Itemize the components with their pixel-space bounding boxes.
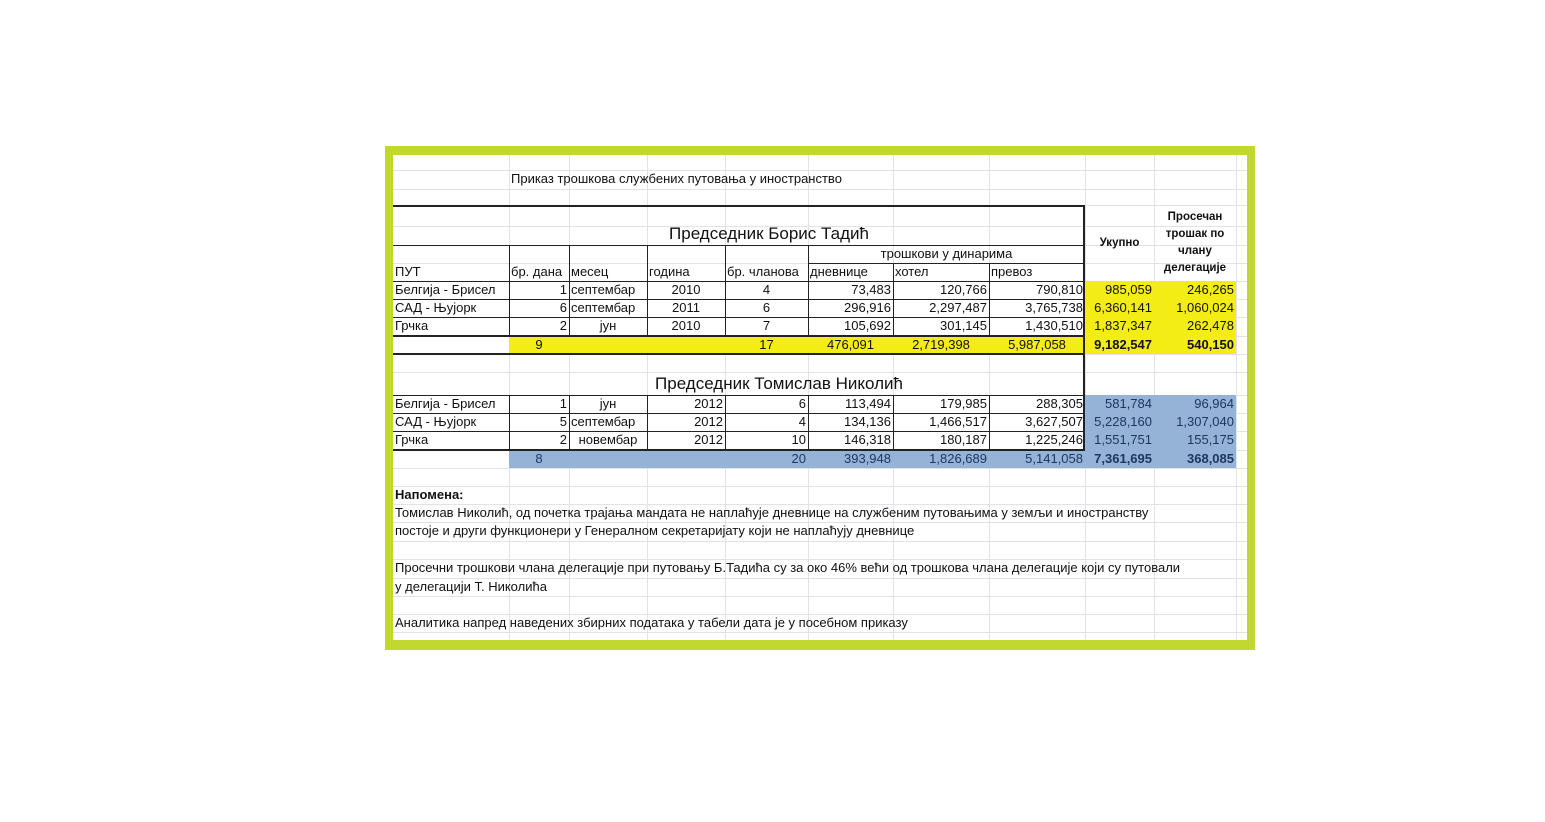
- grand-average: 368,085: [1187, 451, 1234, 466]
- transport: 3,765,738: [1025, 300, 1083, 315]
- total-hotel: 1,826,689: [929, 451, 987, 466]
- month: јун: [599, 318, 617, 333]
- members: 4: [798, 414, 806, 429]
- per-diem: 296,916: [844, 300, 891, 315]
- members: 10: [791, 432, 806, 447]
- year: 2012: [694, 432, 723, 447]
- per-diem: 113,494: [844, 396, 891, 411]
- days: 1: [559, 396, 567, 411]
- total: 1,551,751: [1094, 432, 1152, 447]
- year: 2010: [671, 318, 701, 333]
- total: 985,059: [1105, 282, 1152, 297]
- trip: САД - Њујорк: [395, 414, 477, 429]
- section1-title: Председник Борис Тадић: [669, 224, 869, 243]
- trip: Грчка: [395, 432, 429, 447]
- year: 2010: [671, 282, 701, 297]
- month: септембар: [571, 300, 636, 315]
- average: 1,307,040: [1176, 414, 1234, 429]
- members: 6: [798, 396, 806, 411]
- month: новембар: [578, 432, 638, 447]
- grand-average: 540,150: [1187, 337, 1234, 352]
- transport: 1,225,246: [1025, 432, 1083, 447]
- header-hotel: хотел: [895, 264, 929, 279]
- header-per-diem: дневнице: [810, 264, 868, 279]
- transport: 790,810: [1036, 282, 1083, 297]
- hotel: 301,145: [940, 318, 987, 333]
- month: септембар: [571, 414, 636, 429]
- sheet-title: Приказ трошкова службених путовања у иностранство: [511, 171, 842, 186]
- members: 6: [762, 300, 771, 315]
- month: јун: [599, 396, 617, 411]
- total-per-diem: 476,091: [827, 337, 874, 352]
- header-transport: превоз: [991, 264, 1033, 279]
- note-line: у делегацији Т. Николића: [395, 579, 547, 594]
- spreadsheet: [393, 155, 1247, 640]
- header-average: Просечан трошак по члану делегације: [1163, 211, 1227, 274]
- per-diem: 73,483: [851, 282, 891, 297]
- total-transport: 5,141,058: [1025, 451, 1083, 466]
- members: 7: [762, 318, 771, 333]
- days: 5: [559, 414, 567, 429]
- average: 155,175: [1187, 432, 1234, 447]
- days: 2: [559, 432, 567, 447]
- hotel: 120,766: [940, 282, 987, 297]
- total: 581,784: [1105, 396, 1152, 411]
- trip: Белгија - Брисел: [395, 282, 496, 297]
- total: 1,837,347: [1094, 318, 1152, 333]
- month: септембар: [571, 282, 636, 297]
- trip: Грчка: [395, 318, 429, 333]
- trip: Белгија - Брисел: [395, 396, 496, 411]
- header-put: ПУТ: [395, 264, 421, 279]
- note-line: Просечни трошкови члана делегације при путовању Б.Тадића су за око 46% већи од трошкова члана делегације који су путовали: [395, 560, 1181, 575]
- per-diem: 105,692: [844, 318, 891, 333]
- days: 1: [559, 282, 567, 297]
- note-line: постоје и други функционери у Генералном секретаријату који не наплаћују дневнице: [395, 523, 915, 538]
- per-diem: 134,136: [844, 414, 891, 429]
- average: 246,265: [1187, 282, 1234, 297]
- transport: 3,627,507: [1025, 414, 1083, 429]
- total: 6,360,141: [1094, 300, 1152, 315]
- year: 2012: [694, 414, 723, 429]
- header-month: месец: [571, 264, 609, 279]
- note-line: Аналитика напред наведених збирних података у табели дата је у посебном приказу: [395, 615, 908, 630]
- grand-total: 9,182,547: [1094, 337, 1152, 352]
- per-diem: 146,318: [844, 432, 891, 447]
- total-days: 8: [535, 451, 543, 466]
- days: 6: [559, 300, 567, 315]
- average: 96,964: [1194, 396, 1234, 411]
- total-members: 17: [759, 337, 774, 352]
- note-line: Томислав Николић, од почетка трајања мандата не наплаћује дневнице на службеним путовањима у земљи и иностранству: [395, 505, 1149, 520]
- trip: САД - Њујорк: [395, 300, 477, 315]
- header-year: година: [649, 264, 690, 279]
- grand-total: 7,361,695: [1094, 451, 1152, 466]
- hotel: 2,297,487: [929, 300, 987, 315]
- average: 262,478: [1187, 318, 1234, 333]
- header-members: бр. чланова: [727, 264, 799, 279]
- total: 5,228,160: [1094, 414, 1152, 429]
- hotel: 179,985: [940, 396, 987, 411]
- year: 2012: [694, 396, 723, 411]
- total-members: 20: [791, 451, 806, 466]
- transport: 1,430,510: [1025, 318, 1083, 333]
- header-days: бр. дана: [511, 264, 563, 279]
- hotel: 1,466,517: [929, 414, 987, 429]
- header-total: Укупно: [1099, 237, 1140, 249]
- notes-heading: Напомена:: [395, 487, 464, 502]
- members: 4: [762, 282, 771, 297]
- average: 1,060,024: [1176, 300, 1234, 315]
- total-days: 9: [535, 337, 543, 352]
- days: 2: [559, 318, 567, 333]
- cost-group-label: трошкови у динарима: [880, 246, 1013, 261]
- total-transport: 5,987,058: [1008, 337, 1066, 352]
- transport: 288,305: [1036, 396, 1083, 411]
- year: 2011: [672, 300, 700, 315]
- section2-title: Председник Томислав Николић: [655, 374, 903, 393]
- hotel: 180,187: [940, 432, 987, 447]
- total-per-diem: 393,948: [844, 451, 891, 466]
- total-hotel: 2,719,398: [912, 337, 970, 352]
